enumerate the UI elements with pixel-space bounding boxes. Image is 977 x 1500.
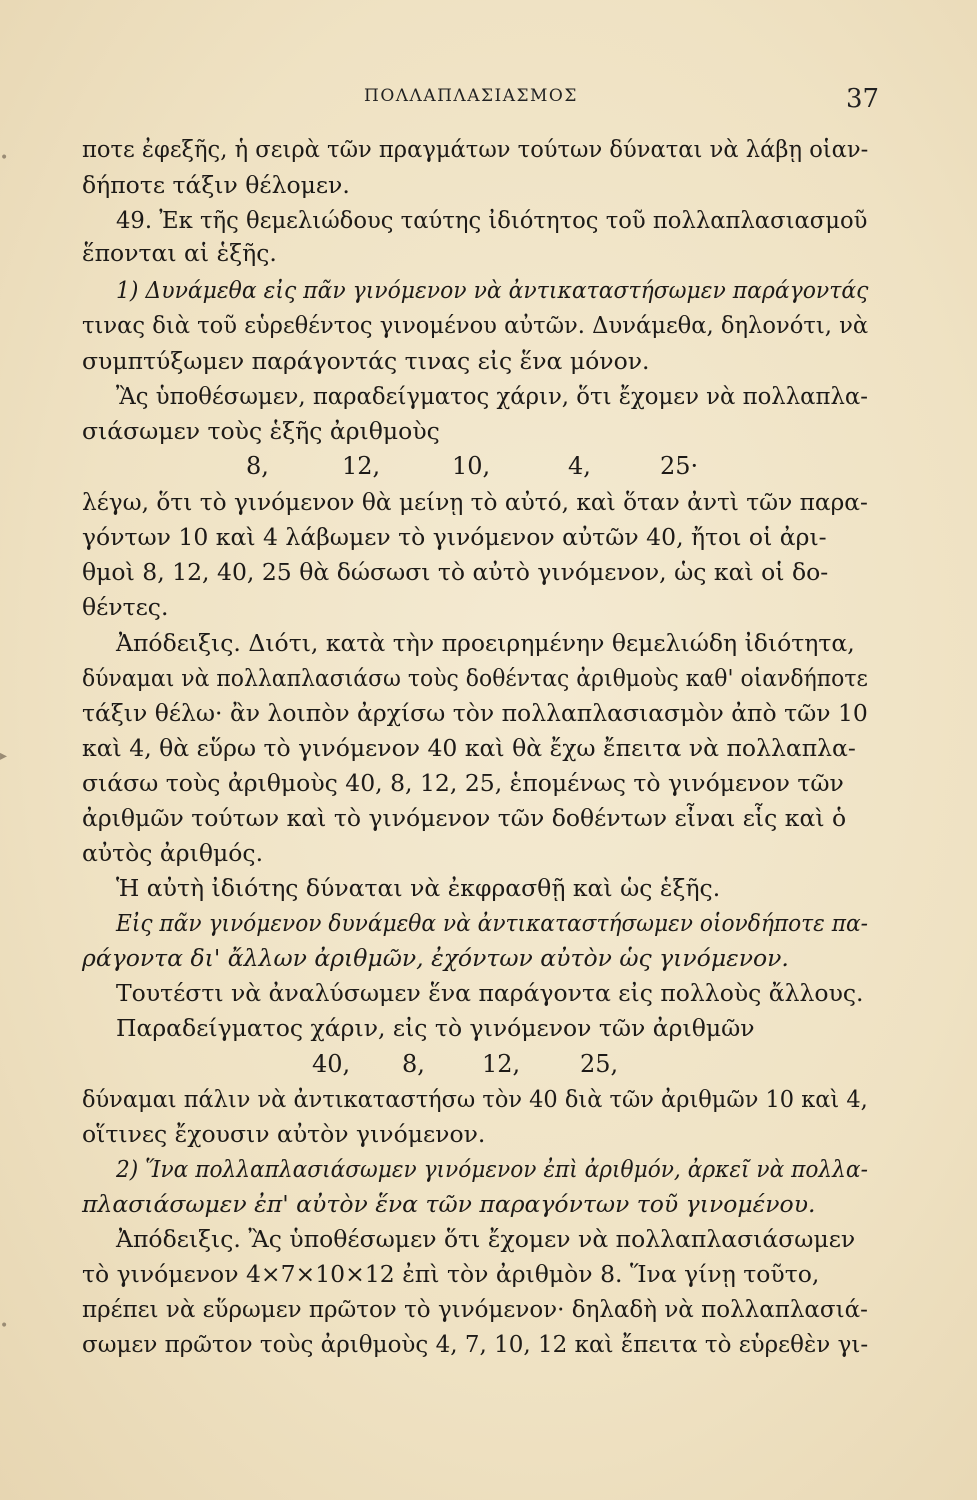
text-line: Ἡ αὐτὴ ἰδιότης δύναται νὰ ἐκφρασθῇ καὶ ὡς ἑξῆς. (116, 874, 721, 902)
text-line: ἕπονται αἱ ἑξῆς. (82, 239, 277, 267)
text-line: δήποτε τάξιν θέλομεν. (82, 171, 350, 199)
text-line: τάξιν θέλω· ἂν λοιπὸν ἀρχίσω τὸν πολλαπλασιασμὸν ἀπὸ τῶν 10 (82, 699, 868, 727)
text-line: Παραδείγματος χάριν, εἰς τὸ γινόμενον τῶν ἀριθμῶν (116, 1014, 755, 1042)
number: 4, (568, 452, 591, 480)
text-line: αὐτὸς ἀριθμός. (82, 839, 264, 867)
proof-line: Ἀπόδειξις. Διότι, κατὰ τὴν προειρημένην θεμελιώδη ἰδιότητα, (116, 629, 855, 657)
page-header (0, 78, 977, 118)
text-line: σιάσωμεν τοὺς ἑξῆς ἀριθμοὺς (82, 417, 440, 445)
text-line: Ἂς ὑποθέσωμεν, παραδείγματος χάριν, ὅτι ἔχομεν νὰ πολλαπλα- (116, 382, 869, 410)
text-line: συμπτύξωμεν παράγοντάς τινας εἰς ἕνα μόνον. (82, 347, 650, 375)
text-line: οἵτινες ἔχουσιν αὐτὸν γινόμενον. (82, 1120, 486, 1148)
rule-2-line: πλασιάσωμεν ἐπ' αὐτὸν ἕνα τῶν παραγόντων τοῦ γινομένου. (82, 1190, 816, 1218)
italic-statement: ράγοντα δι' ἄλλων ἀριθμῶν, ἐχόντων αὐτὸν ὡς γινόμενον. (82, 944, 789, 972)
text-line: θέντες. (82, 593, 169, 621)
text-line: ἀριθμῶν τούτων καὶ τὸ γινόμενον τῶν δοθέντων εἶναι εἷς καὶ ὁ (82, 804, 847, 832)
text-line: σιάσω τοὺς ἀριθμοὺς 40, 8, 12, 25, ἑπομένως τὸ γινόμενον τῶν (82, 769, 844, 797)
text-line: θμοὶ 8, 12, 40, 25 θὰ δώσωσι τὸ αὐτὸ γινόμενον, ὡς καὶ οἱ δο- (82, 558, 829, 586)
number: 10, (452, 452, 491, 480)
text-line: σωμεν πρῶτον τοὺς ἀριθμοὺς 4, 7, 10, 12 καὶ ἔπειτα τὸ εὑρεθὲν γι- (82, 1330, 869, 1358)
margin-mark: ▸ (0, 748, 8, 764)
number: 8, (402, 1050, 425, 1078)
number: 25· (660, 452, 699, 480)
proof-line: Ἀπόδειξις. Ἂς ὑποθέσωμεν ὅτι ἔχομεν νὰ πολλαπλασιάσωμεν (116, 1225, 856, 1253)
number: 40, (312, 1050, 351, 1078)
text-line: Τουτέστι νὰ ἀναλύσωμεν ἕνα παράγοντα εἰς πολλοὺς ἄλλους. (116, 979, 864, 1007)
text-line: γόντων 10 καὶ 4 λάβωμεν τὸ γινόμενον αὐτῶν 40, ἤτοι οἱ ἀρι- (82, 523, 827, 551)
text-line: ποτε ἐφεξῆς, ἡ σειρὰ τῶν πραγμάτων τούτων δύναται νὰ λάβῃ οἱαν- (82, 135, 869, 163)
page-number: 37 (846, 84, 880, 114)
section-49-line: 49. Ἐκ τῆς θεμελιώδους ταύτης ἰδιότητος τοῦ πολλαπλασιασμοῦ (116, 206, 868, 234)
text-line: τὸ γινόμενον 4×7×10×12 ἐπὶ τὸν ἀριθμὸν 8. Ἵνα γίνῃ τοῦτο, (82, 1260, 820, 1288)
running-head: ΠΟΛΛΑΠΛΑΣΙΑΣΜΟΣ (364, 86, 578, 106)
margin-mark: • (0, 150, 9, 166)
rule-2-line: 2) Ἵνα πολλαπλασιάσωμεν γινόμενον ἐπὶ ἀριθμόν, ἀρκεῖ νὰ πολλα- (116, 1155, 868, 1183)
margin-mark: • (0, 1318, 9, 1334)
text-line: λέγω, ὅτι τὸ γινόμενον θὰ μείνῃ τὸ αὐτό, καὶ ὅταν ἀντὶ τῶν παρα- (82, 488, 868, 516)
italic-statement: Εἰς πᾶν γινόμενον δυνάμεθα νὰ ἀντικαταστήσωμεν οἱονδήποτε πα- (116, 909, 869, 937)
text-line: δύναμαι πάλιν νὰ ἀντικαταστήσω τὸν 40 διὰ τῶν ἀριθμῶν 10 καὶ 4, (82, 1085, 868, 1113)
text-line: τινας διὰ τοῦ εὑρεθέντος γινομένου αὐτῶν. Δυνάμεθα, δηλονότι, νὰ (82, 311, 869, 339)
number: 8, (246, 452, 269, 480)
number: 12, (482, 1050, 521, 1078)
text-line: καὶ 4, θὰ εὕρω τὸ γινόμενον 40 καὶ θὰ ἔχω ἔπειτα νὰ πολλαπλα- (82, 734, 856, 762)
text-line: δύναμαι νὰ πολλαπλασιάσω τοὺς δοθέντας ἀριθμοὺς καθ' οἱανδήποτε (82, 664, 868, 692)
text-line: πρέπει νὰ εὕρωμεν πρῶτον τὸ γινόμενον· δηλαδὴ νὰ πολλαπλασιά- (82, 1295, 868, 1323)
number: 12, (342, 452, 381, 480)
rule-1-line: 1) Δυνάμεθα εἰς πᾶν γινόμενον νὰ ἀντικαταστήσωμεν παράγοντάς (116, 276, 869, 304)
number: 25, (580, 1050, 619, 1078)
